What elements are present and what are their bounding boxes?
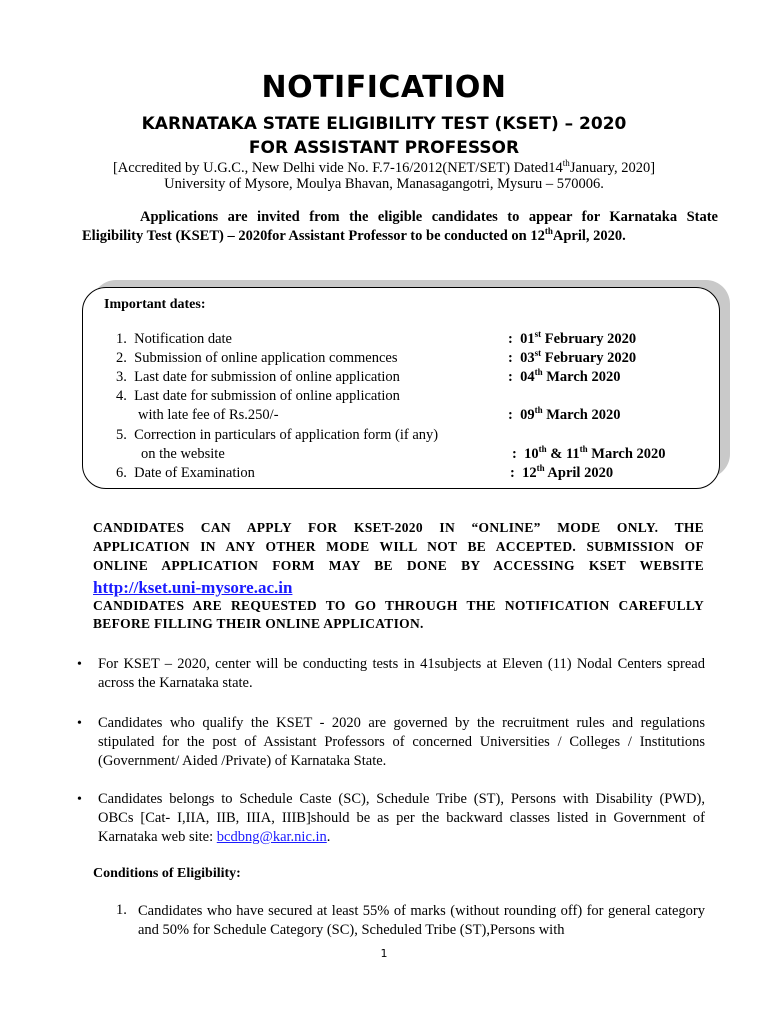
conditions-heading: Conditions of Eligibility: (93, 866, 241, 881)
bullet-icon: • (77, 792, 82, 807)
condition-text-1: Candidates who have secured at least 55% of marks (without rounding off) for general category and 50% for Schedule Category (SC), Scheduled Tribe (ST),Persons with (138, 903, 705, 938)
bullet-text-1: For KSET – 2020, center will be conducting tests in 41subjects at Eleven (11) Nodal Centers spread across the Karnataka state. (98, 656, 705, 691)
date-item-2: 2. Submission of online application commences (116, 350, 398, 366)
date-value-2: : 03st February 2020 (508, 348, 637, 366)
notice-line-1: CANDIDATES CAN APPLY FOR KSET-2020 IN “ONLINE” MODE ONLY. THE (93, 520, 704, 535)
bullet-icon: • (77, 716, 82, 731)
date-item-1: 1. Notification date (116, 331, 232, 347)
date-item-5-cont: on the website (141, 446, 225, 462)
intro-paragraph: Applications are invited from the eligible candidates to appear for Karnataka State Eligibility Test (KSET) – 2020for Assistant Professor to be conducted on 12thApril, 2020. (82, 209, 718, 244)
exam-subtitle: FOR ASSISTANT PROFESSOR (248, 138, 520, 158)
date-item-6: 6. Date of Examination (116, 465, 255, 481)
condition-number-1: 1. (116, 902, 127, 918)
date-value-4: : 09th March 2020 (508, 405, 621, 423)
accreditation-line: [Accredited by U.G.C., New Delhi vide No. F.7-16/2012(NET/SET) Dated14thJanuary, 2020] (112, 158, 656, 176)
notice-line-3: ONLINE APPLICATION FORM MAY BE DONE BY ACCESSING KSET WEBSITE (93, 558, 704, 573)
date-item-4: 4. Last date for submission of online application (116, 388, 400, 404)
kset-website-link[interactable]: http://kset.uni-mysore.ac.in (93, 578, 293, 597)
date-item-3: 3. Last date for submission of online application (116, 369, 400, 385)
date-item-5: 5. Correction in particulars of application form (if any) (116, 427, 439, 443)
email-link[interactable]: bcdbng@kar.nic.in (216, 829, 327, 845)
bullet-text-2: Candidates who qualify the KSET - 2020 are governed by the recruitment rules and regulations stipulated for the post of Assistant Professors of concerned Universities / Colleges / Institutions (Government/ Aided /Private) of Karnataka State. (98, 715, 705, 769)
page-number: 1 (380, 947, 388, 960)
notice-line-2: APPLICATION IN ANY OTHER MODE WILL NOT BE ACCEPTED. SUBMISSION OF (93, 539, 704, 554)
exam-title: KARNATAKA STATE ELIGIBILITY TEST (KSET) – 2020 (141, 114, 627, 134)
notice-line-5: BEFORE FILLING THEIR ONLINE APPLICATION. (93, 616, 424, 631)
date-value-6: : 12th April 2020 (510, 463, 614, 481)
date-item-4-cont: with late fee of Rs.250/- (138, 407, 279, 423)
notice-line-4: CANDIDATES ARE REQUESTED TO GO THROUGH THE NOTIFICATION CAREFULLY (93, 598, 704, 613)
bullet-icon: • (77, 657, 82, 672)
bullet-text-3: Candidates belongs to Schedule Caste (SC), Schedule Tribe (ST), Persons with Disability (PWD), OBCs [Cat- I,IIA, IIB, IIIA, IIIB]should be as per the backward classes listed in Government of Karnataka web site: bcdbng@kar.nic.in. (98, 791, 705, 845)
date-value-3: : 04th March 2020 (508, 367, 621, 385)
address-line: University of Mysore, Moulya Bhavan, Manasagangotri, Mysuru – 570006. (164, 176, 604, 192)
important-dates-heading: Important dates: (104, 297, 206, 312)
date-value-5: : 10th & 11th March 2020 (512, 444, 666, 462)
date-value-1: : 01st February 2020 (508, 329, 637, 347)
notification-title: NOTIFICATION (261, 70, 507, 105)
